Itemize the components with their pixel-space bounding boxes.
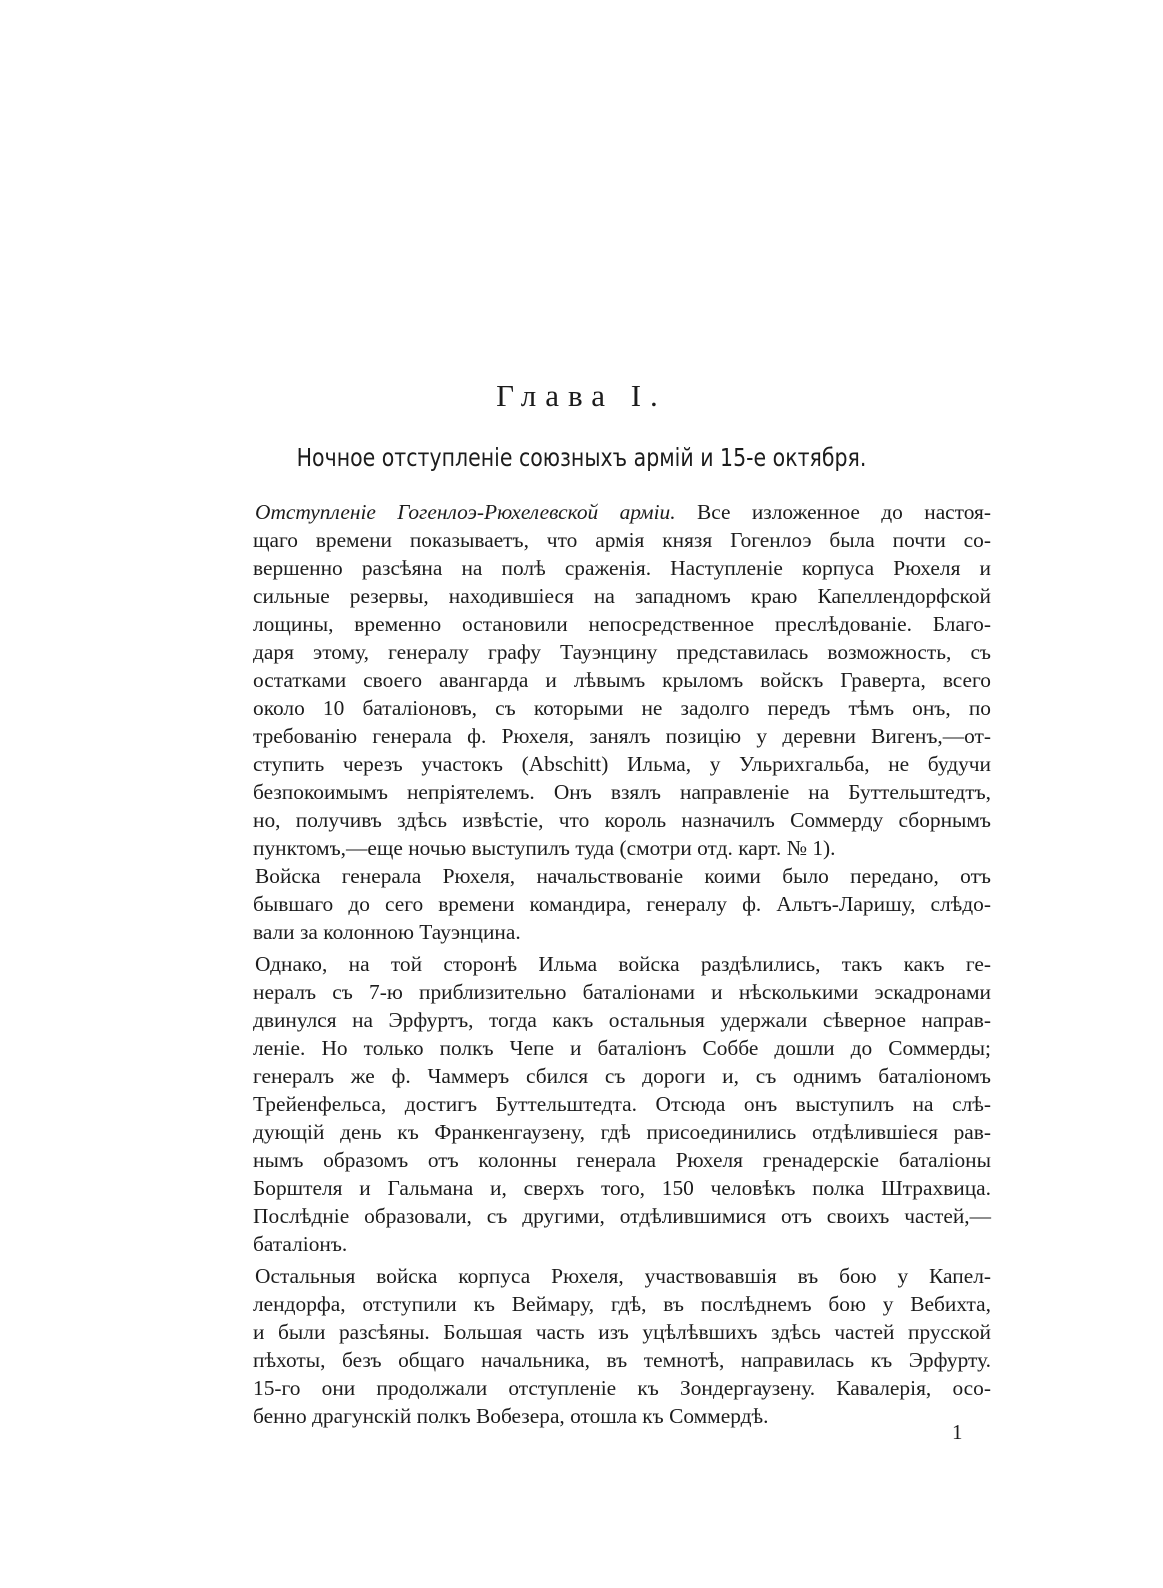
text-line: около 10 баталіоновъ, съ которыми не задолго передъ тѣмъ онъ, по xyxy=(253,696,991,720)
text-line: Трейенфельса, достигъ Буттельштедта. Отсюда онъ выступилъ на слѣ- xyxy=(253,1092,991,1116)
text-line: леніе. Но только полкъ Чепе и баталіонъ Соббе дошли до Соммерды; xyxy=(253,1036,991,1060)
text-line: бывшаго до сего времени командира, генералу ф. Альтъ-Ларишу, слѣдо- xyxy=(253,892,991,916)
text-line: баталіонъ. xyxy=(253,1232,348,1256)
text-line: бенно драгунскій полкъ Вобезера, отошла къ Соммердѣ. xyxy=(253,1404,769,1428)
text-line: дующій день къ Франкенгаузену, гдѣ присоединились отдѣлившіеся рав- xyxy=(253,1120,991,1144)
text-line: нымъ образомъ отъ колонны генерала Рюхеля гренадерскіе баталіоны xyxy=(253,1148,991,1172)
text-line: генералъ же ф. Чаммеръ сбился съ дороги и, съ однимъ баталіономъ xyxy=(253,1064,991,1088)
text-line: требованію генерала ф. Рюхеля, занялъ позицію у деревни Вигенъ,—от- xyxy=(253,724,991,748)
text-line: щаго времени показываетъ, что армія князя Гогенлоэ была почти со- xyxy=(253,528,991,552)
chapter-title: Глава I. xyxy=(496,378,667,413)
chapter-body xyxy=(253,498,991,1430)
italic-lead: Отступленіе Гогенлоэ-Рюхелевской арміи. xyxy=(255,500,676,524)
text-line: Однако, на той сторонѣ Ильма войска раздѣлились, такъ какъ ге- xyxy=(255,952,991,976)
text-line: безпокоимымъ непріятелемъ. Онъ взялъ направленіе на Буттельштедтъ, xyxy=(253,780,991,804)
text-line: нералъ съ 7-ю приблизительно баталіонами и нѣсколькими эскадронами xyxy=(253,980,991,1004)
text-line: остатками своего авангарда и лѣвымъ крыломъ войскъ Граверта, всего xyxy=(253,668,991,692)
text-line: сильные резервы, находившіеся на западномъ краю Капеллендорфской xyxy=(253,584,991,608)
text-line: 15-го они продолжали отступленіе къ Зондергаузену. Кавалерія, осо- xyxy=(253,1376,991,1400)
text-line: ступить черезъ участокъ (Abschitt) Ильма, у Ульрихгальба, не будучи xyxy=(253,752,991,776)
text-line: лендорфа, отступили къ Веймару, гдѣ, въ послѣднемъ бою у Вебихта, xyxy=(253,1292,991,1316)
chapter-subtitle: Ночное отступленіе союзныхъ армій и 15-е октября. xyxy=(296,443,867,472)
text-line: пѣхоты, безъ общаго начальника, въ темнотѣ, направилась къ Эрфурту. xyxy=(253,1348,991,1372)
text-line: пунктомъ,—еще ночью выступилъ туда (смотри отд. карт. № 1). xyxy=(253,836,836,860)
text-line: но, получивъ здѣсь извѣстіе, что король назначилъ Соммерду сборнымъ xyxy=(253,808,991,832)
text-line: лощины, временно остановили непосредственное преслѣдованіе. Благо- xyxy=(253,612,991,636)
paragraph-4 xyxy=(253,1262,991,1430)
text-line: даря этому, генералу графу Тауэнцину представилась возможность, съ xyxy=(253,640,991,664)
text-line: Послѣдніе образовали, съ другими, отдѣлившимися отъ своихъ частей,— xyxy=(253,1204,991,1228)
paragraph-2 xyxy=(253,862,991,946)
paragraph-3 xyxy=(253,950,991,1258)
text-line: двинулся на Эрфуртъ, тогда какъ остальныя удержали сѣверное направ- xyxy=(253,1008,991,1032)
text-line: Борштеля и Гальмана и, сверхъ того, 150 человѣкъ полка Штрахвица. xyxy=(253,1176,991,1200)
paragraph-1 xyxy=(253,498,991,862)
text-line: Войска генерала Рюхеля, начальствованіе коими было передано, отъ xyxy=(255,864,991,888)
text-line: вершенно разсѣяна на полѣ сраженія. Наступленіе корпуса Рюхеля и xyxy=(253,556,991,580)
text-line: вали за колонною Тауэнцина. xyxy=(253,920,521,944)
text-line: и были разсѣяны. Большая часть изъ уцѣлѣвшихъ здѣсь частей прусской xyxy=(253,1320,991,1344)
text-line: Отступленіе Гогенлоэ-Рюхелевской арміи. Все изложенное до настоя- xyxy=(255,500,991,524)
page-number: 1 xyxy=(952,1420,963,1444)
text-line: Остальныя войска корпуса Рюхеля, участвовавшія въ бою у Капел- xyxy=(255,1264,991,1288)
